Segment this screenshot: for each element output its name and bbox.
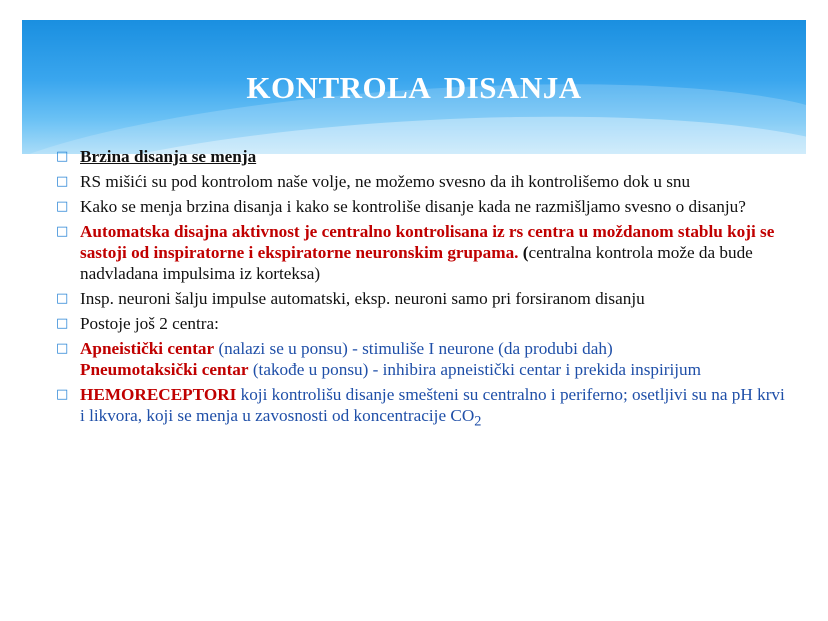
square-bullet-icon (56, 221, 80, 242)
paren-open: ( (518, 243, 529, 262)
list-item (56, 196, 786, 217)
item-text: Brzina disanja se menja (80, 147, 257, 166)
center-description: (nalazi se u ponsu) - stimuliše I neurone (da produbi dah) (214, 339, 613, 358)
item-text (80, 338, 786, 380)
square-bullet-icon (56, 288, 80, 309)
title-banner (22, 20, 806, 154)
center-name-apneistic: Apneistički centar (80, 339, 215, 358)
slide-title: KONTROLA DISANJA (246, 70, 582, 105)
bullet-list (56, 146, 786, 436)
square-bullet-icon (56, 384, 80, 405)
item-text: Insp. neuroni šalju impulse automatski, eksp. neuroni samo pri forsiranom disanju (80, 289, 645, 308)
square-bullet-icon (56, 313, 80, 334)
square-bullet-icon (56, 146, 80, 167)
list-item (56, 288, 786, 309)
item-text: Postoje još 2 centra: (80, 314, 219, 333)
square-bullet-icon (56, 338, 80, 359)
center-name-pneumotaxic: Pneumotaksički centar (80, 360, 249, 379)
highlight-text: Automatska disajna aktivnost je centralno kontrolisana iz rs centra u moždanom stablu koji se sastoji od inspiratorne i ekspiratorne neuronskim grupama. (80, 222, 775, 262)
item-text (80, 221, 786, 284)
subscript: 2 (474, 413, 482, 430)
list-item (56, 338, 786, 380)
list-item (56, 221, 786, 284)
item-text: RS mišići su pod kontrolom naše volje, ne možemo svesno da ih kontrolišemo dok u snu (80, 172, 691, 191)
item-text: Kako se menja brzina disanja i kako se kontroliše disanje kada ne razmišljamo svesno o disanju? (80, 197, 746, 216)
list-item (56, 384, 786, 432)
item-text (80, 384, 786, 432)
list-item (56, 313, 786, 334)
list-item (56, 146, 786, 167)
item-note: centralna kontrola može da bude nadvladana impulsima iz korteksa) (80, 243, 753, 283)
center-description: (takođe u ponsu) - inhibira apneistički centar i prekida inspirijum (248, 360, 702, 379)
square-bullet-icon (56, 171, 80, 192)
square-bullet-icon (56, 196, 80, 217)
chemoreceptors-label: HEMORECEPTORI (80, 385, 237, 404)
chemoreceptors-description: koji kontrolišu disanje smešteni su centralno i periferno; osetljivi su na pH krvi i likvora, koji se menja u zavosnosti od koncentracije CO (80, 385, 785, 425)
list-item (56, 171, 786, 192)
